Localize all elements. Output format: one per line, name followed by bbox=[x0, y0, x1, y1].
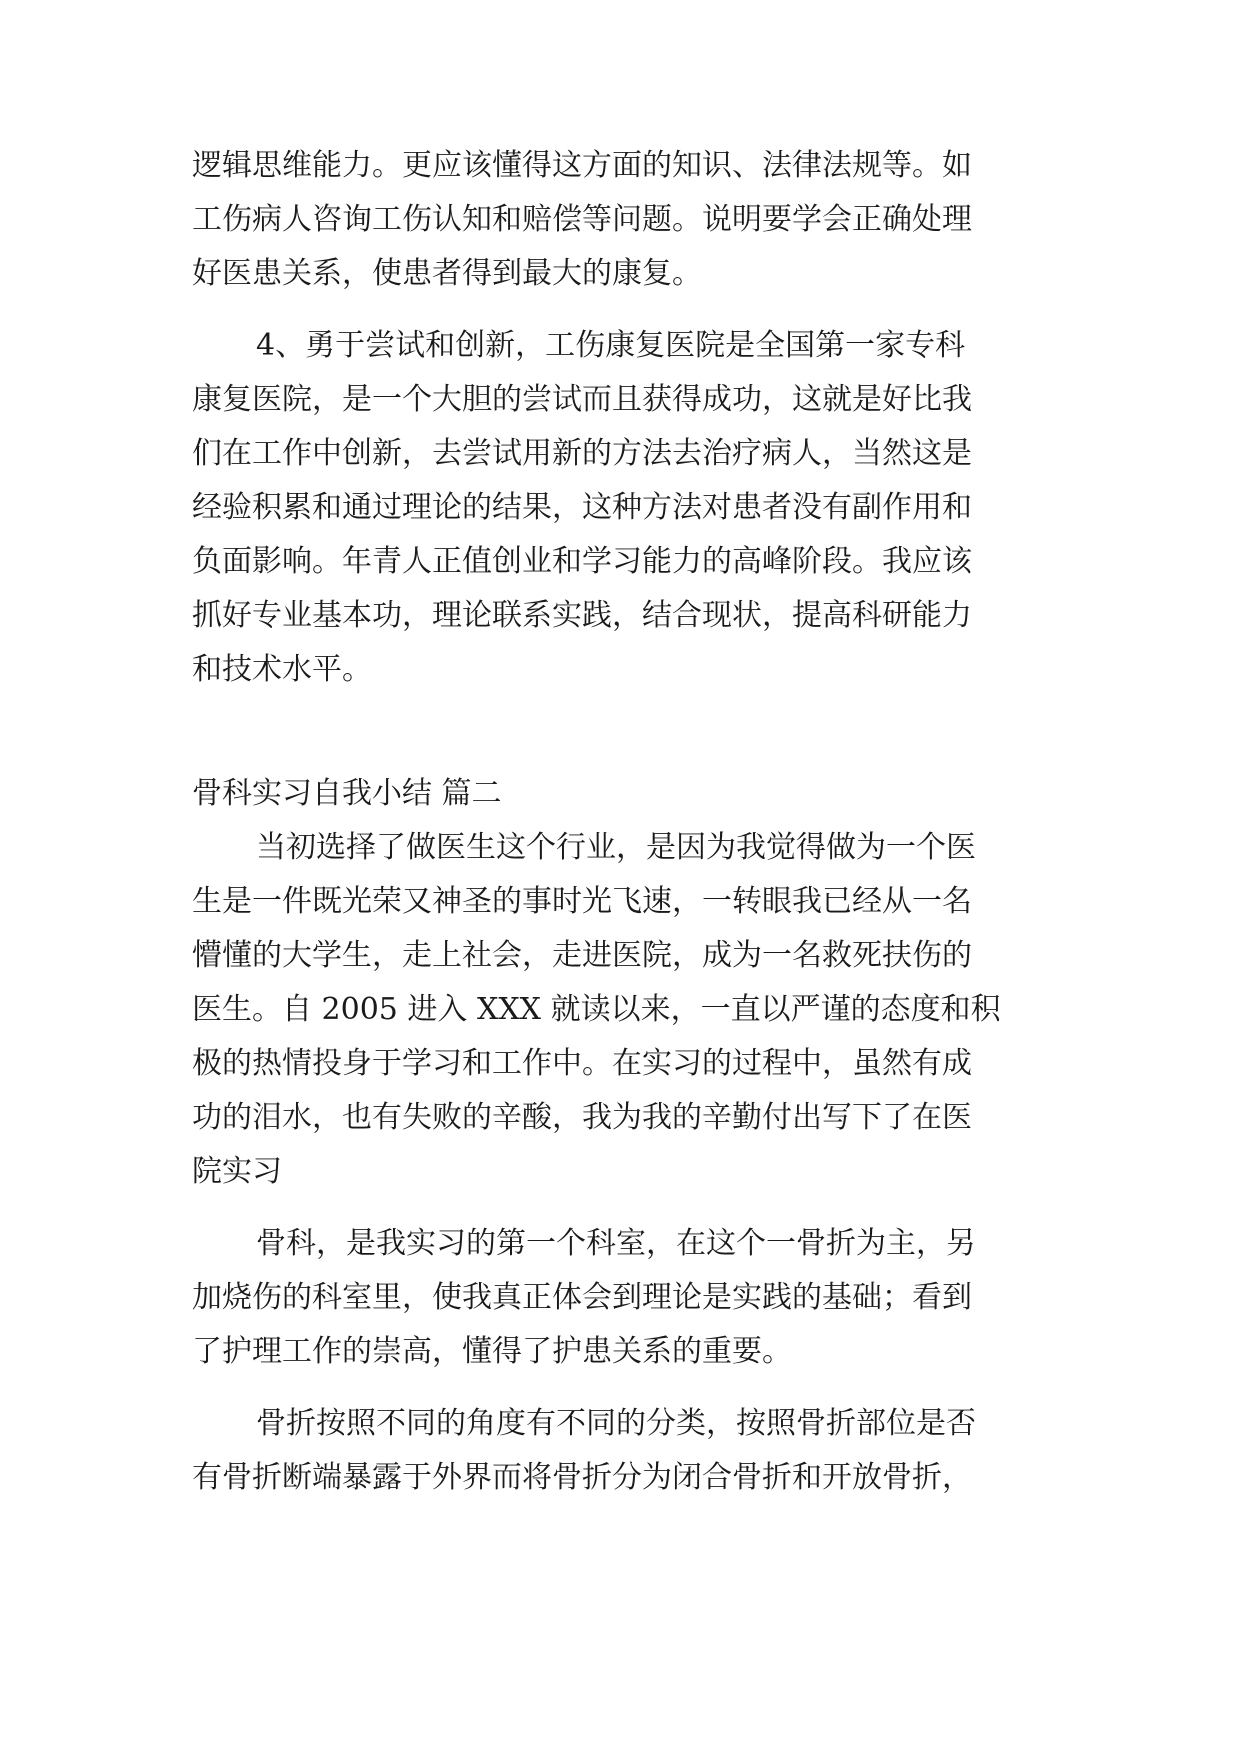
paragraph-line: 骨科，是我实习的第一个科室，在这个一骨折为主，另 bbox=[256, 1226, 976, 1261]
paragraph-line: 生是一件既光荣又神圣的事时光飞速，一转眼我已经从一名 bbox=[192, 884, 972, 919]
paragraph-line: 功的泪水，也有失败的辛酸，我为我的辛勤付出写下了在医 bbox=[192, 1100, 972, 1135]
paragraph-line: 了护理工作的崇高，懂得了护患关系的重要。 bbox=[192, 1334, 792, 1369]
paragraph-line: 当初选择了做医生这个行业，是因为我觉得做为一个医 bbox=[256, 830, 976, 865]
paragraph-line: 骨折按照不同的角度有不同的分类，按照骨折部位是否 bbox=[256, 1406, 976, 1441]
paragraph-line: 院实习 bbox=[192, 1154, 282, 1189]
paragraph-line: 逻辑思维能力。更应该懂得这方面的知识、法律法规等。如 bbox=[192, 148, 972, 183]
paragraph-line: 医生。自 2005 进入 XXX 就读以来，一直以严谨的态度和积 bbox=[192, 992, 1001, 1027]
paragraph-line: 经验积累和通过理论的结果，这种方法对患者没有副作用和 bbox=[192, 490, 972, 525]
paragraph-line: 极的热情投身于学习和工作中。在实习的过程中，虽然有成 bbox=[192, 1046, 972, 1081]
paragraph-line: 工伤病人咨询工伤认知和赔偿等问题。说明要学会正确处理 bbox=[192, 202, 972, 237]
paragraph-line: 好医患关系，使患者得到最大的康复。 bbox=[192, 256, 702, 291]
paragraph-line: 们在工作中创新，去尝试用新的方法去治疗病人，当然这是 bbox=[192, 436, 972, 471]
paragraph-line: 康复医院，是一个大胆的尝试而且获得成功，这就是好比我 bbox=[192, 382, 972, 417]
paragraph-line: 和技术水平。 bbox=[192, 652, 372, 687]
section-heading: 骨科实习自我小结 篇二 bbox=[192, 776, 502, 811]
paragraph-line: 负面影响。年青人正值创业和学习能力的高峰阶段。我应该 bbox=[192, 544, 972, 579]
paragraph-line: 4、勇于尝试和创新，工伤康复医院是全国第一家专科 bbox=[256, 328, 966, 363]
paragraph-line: 加烧伤的科室里，使我真正体会到理论是实践的基础；看到 bbox=[192, 1280, 972, 1315]
paragraph-line: 有骨折断端暴露于外界而将骨折分为闭合骨折和开放骨折， bbox=[192, 1460, 972, 1495]
paragraph-line: 抓好专业基本功，理论联系实践，结合现状，提高科研能力 bbox=[192, 598, 972, 633]
paragraph-line: 懵懂的大学生，走上社会，走进医院，成为一名救死扶伤的 bbox=[192, 938, 972, 973]
document-body bbox=[192, 0, 1062, 1754]
